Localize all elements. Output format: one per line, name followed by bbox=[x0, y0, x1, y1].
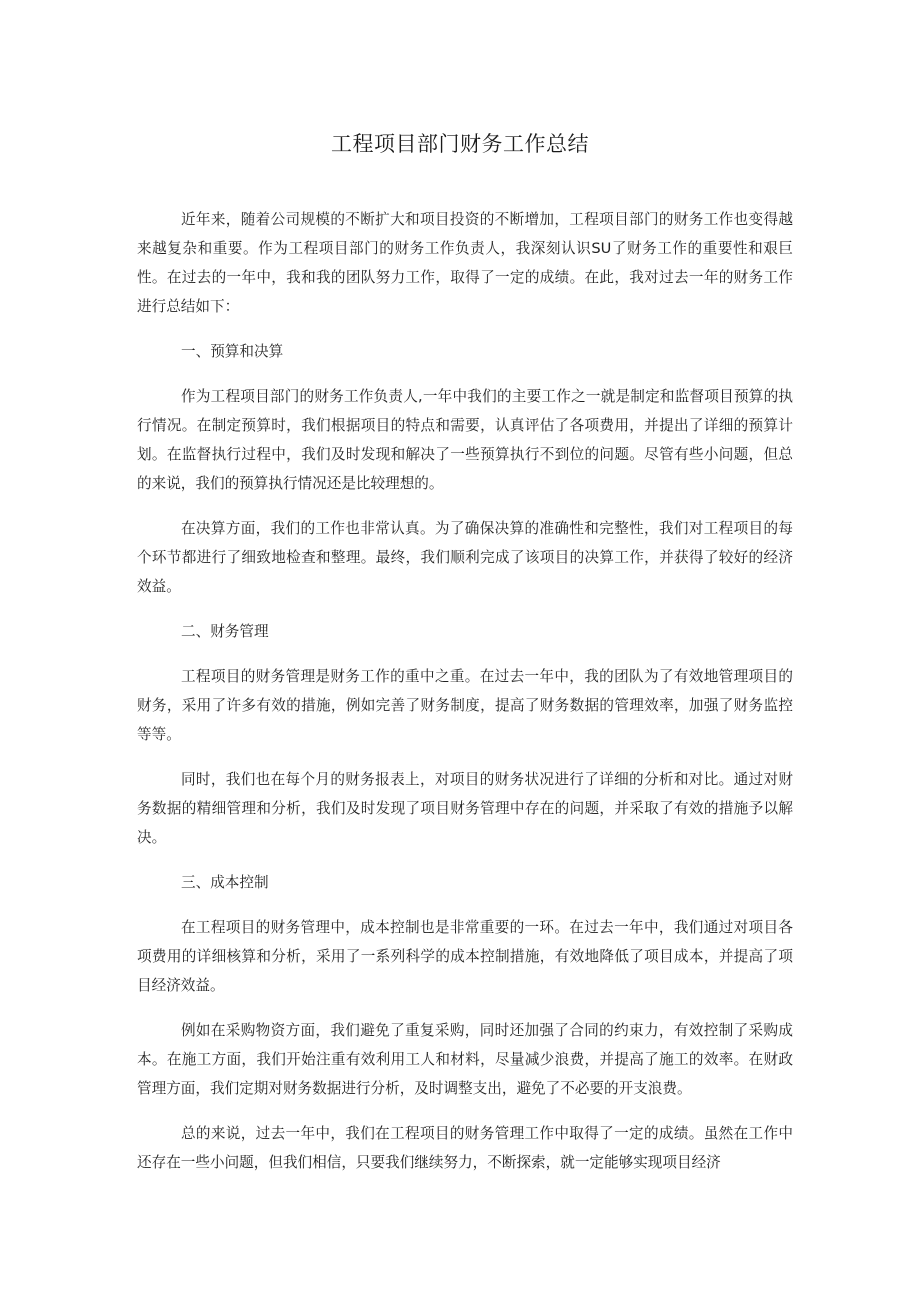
intro-paragraph: 近年来，随着公司规模的不断扩大和项目投资的不断增加，工程项目部门的财务工作也变得越来越复杂和重要。作为工程项目部门的财务工作负责人，我深刻认识SU了财务工作的重要性和艰巨性。在过去的一年中，我和我的团队努力工作，取得了一定的成绩。在此，我对过去一年的财务工作进行总结如下： bbox=[137, 211, 793, 315]
document-title: 工程项目部门财务工作总结 bbox=[331, 132, 589, 156]
budget-paragraph-2: 在决算方面，我们的工作也非常认真。为了确保决算的准确性和完整性，我们对工程项目的每个环节都进行了细致地检查和整理。最终，我们顺利完成了该项目的决算工作，并获得了较好的经济效益。 bbox=[137, 520, 793, 595]
conclusion-paragraph: 总的来说，过去一年中，我们在工程项目的财务管理工作中取得了一定的成绩。虽然在工作中还存在一些小问题，但我们相信，只要我们继续努力，不断探索，就一定能够实现项目经济 bbox=[137, 1125, 793, 1171]
section-heading-cost: 三、成本控制 bbox=[181, 874, 269, 891]
section-heading-finance: 二、财务管理 bbox=[181, 623, 269, 640]
finance-paragraph-1: 工程项目的财务管理是财务工作的重中之重。在过去一年中，我的团队为了有效地管理项目的财务，采用了许多有效的措施，例如完善了财务制度，提高了财务数据的管理效率，加强了财务监控等等。 bbox=[137, 668, 793, 743]
finance-paragraph-2: 同时，我们也在每个月的财务报表上，对项目的财务状况进行了详细的分析和对比。通过对财务数据的精细管理和分析，我们及时发现了项目财务管理中存在的问题，并采取了有效的措施予以解决。 bbox=[137, 771, 793, 846]
section-heading-budget: 一、预算和决算 bbox=[181, 343, 284, 360]
cost-paragraph-1: 在工程项目的财务管理中，成本控制也是非常重要的一环。在过去一年中，我们通过对项目各项费用的详细核算和分析，采用了一系列科学的成本控制措施，有效地降低了项目成本，并提高了项目经济效益。 bbox=[137, 919, 793, 994]
cost-paragraph-2: 例如在采购物资方面，我们避免了重复采购，同时还加强了合同的约束力，有效控制了采购成本。在施工方面，我们开始注重有效利用工人和材料，尽量减少浪费，并提高了施工的效率。在财政管理方面，我们定期对财务数据进行分析，及时调整支出，避免了不必要的开支浪费。 bbox=[137, 1022, 793, 1097]
budget-paragraph-1: 作为工程项目部门的财务工作负责人,一年中我们的主要工作之一就是制定和监督项目预算的执行情况。在制定预算时，我们根据项目的特点和需要，认真评估了各项费用，并提出了详细的预算计划。在监督执行过程中，我们及时发现和解决了一些预算执行不到位的问题。尽管有些小问题，但总的来说，我们的预算执行情况还是比较理想的。 bbox=[137, 388, 793, 492]
document-body bbox=[137, 205, 793, 1193]
